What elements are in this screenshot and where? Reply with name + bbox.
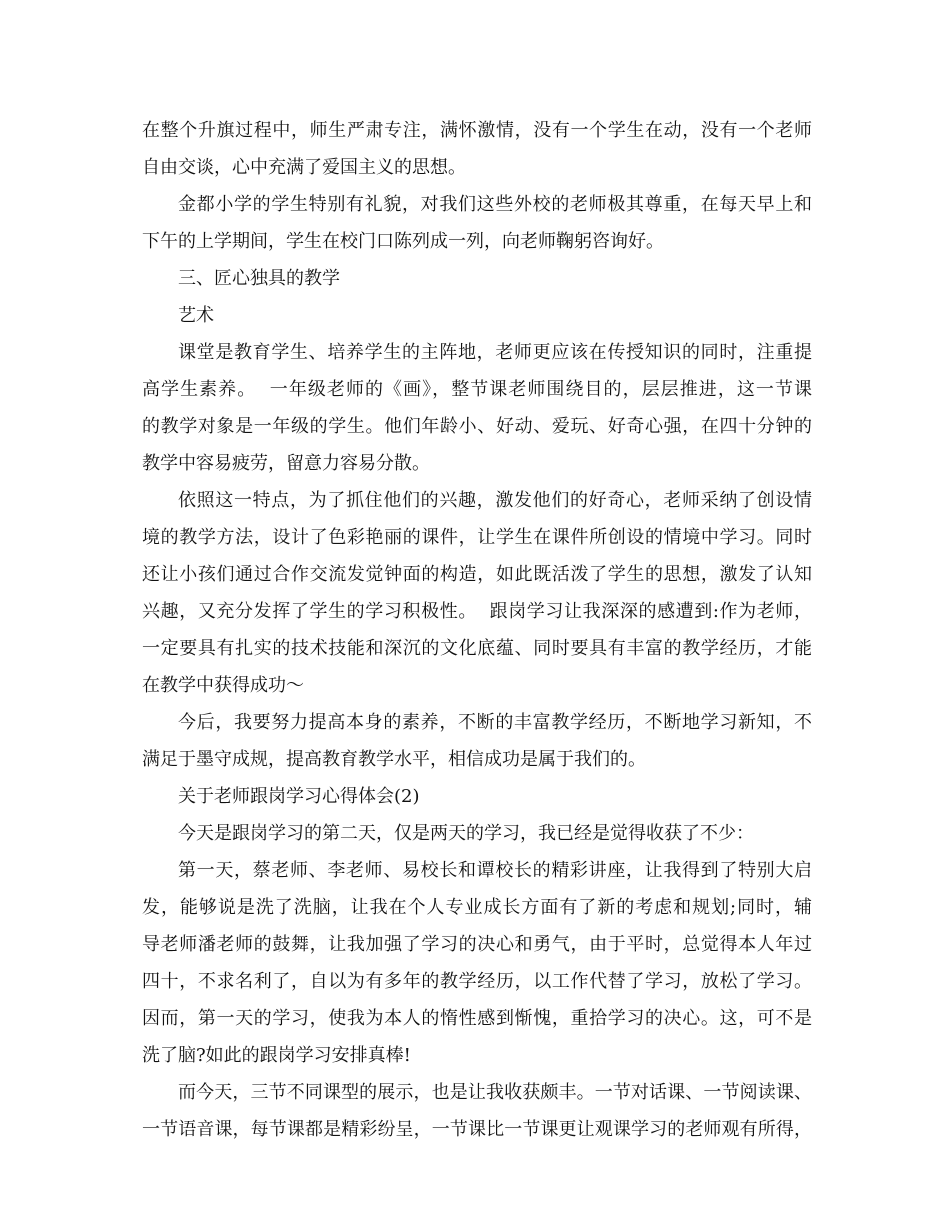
- paragraph-first-line: 第一天，蔡老师、李老师、易校长和谭校长的精彩讲座，让我得到了特别大启: [178, 860, 812, 881]
- text-line: 发，能够说是洗了洗脑，让我在个人专业成长方面有了新的考虑和规划;同时，辅: [142, 897, 812, 918]
- paragraph-first-line: 依照这一特点，为了抓住他们的兴趣，激发他们的好奇心，老师采纳了创设情: [178, 490, 812, 511]
- text-line: 因而，第一天的学习，使我为本人的惰性感到惭愧，重拾学习的决心。这，可不是: [142, 1008, 812, 1029]
- text-line: 的教学对象是一年级的学生。他们年龄小、好动、爱玩、好奇心强，在四十分钟的: [142, 416, 812, 437]
- paragraph-first-line: 而今天，三节不同课型的展示，也是让我收获颇丰。一节对话课、一节阅读课、: [178, 1082, 812, 1103]
- paragraph-first-line: 今天是跟岗学习的第二天，仅是两天的学习，我已经是觉得收获了不少：: [178, 823, 754, 844]
- text-line: 还让小孩们通过合作交流发觉钟面的构造，如此既活泼了学生的思想，激发了认知: [142, 564, 812, 585]
- document-body: [142, 112, 812, 1148]
- section-heading: 三、匠心独具的教学: [178, 268, 340, 289]
- paragraph-first-line: 课堂是教育学生、培养学生的主阵地，老师更应该在传授知识的同时，注重提: [178, 342, 812, 363]
- text-line: 高学生素养。 一年级老师的《画》，整节课老师围绕目的，层层推进，这一节课: [142, 379, 812, 400]
- article-title: 关于老师跟岗学习心得体会(2): [178, 786, 420, 807]
- text-line: 自由交谈，心中充满了爱国主义的思想。: [142, 157, 466, 178]
- text-line: 满足于墨守成规，提高教育教学水平，相信成功是属于我们的。: [142, 749, 646, 770]
- text-line: 在教学中获得成功～: [142, 675, 304, 696]
- text-line: 一定要具有扎实的技术技能和深沉的文化底蕴、同时要具有丰富的教学经历，才能: [142, 638, 812, 659]
- paragraph-first-line: 今后，我要努力提高本身的素养，不断的丰富教学经历，不断地学习新知，不: [178, 712, 812, 733]
- text-line: 一节语音课，每节课都是精彩纷呈，一节课比一节课更让观课学习的老师观有所得，: [142, 1119, 812, 1140]
- text-line: 洗了脑?如此的跟岗学习安排真棒!: [142, 1045, 411, 1066]
- subsection-heading: 艺术: [178, 305, 214, 326]
- paragraph-first-line: 金都小学的学生特别有礼貌，对我们这些外校的老师极其尊重，在每天早上和: [178, 194, 812, 215]
- text-line: 四十，不求名利了，自以为有多年的教学经历，以工作代替了学习，放松了学习。: [142, 971, 812, 992]
- text-line: 下午的上学期间，学生在校门口陈列成一列，向老师鞠躬咨询好。: [142, 231, 664, 252]
- text-line: 导老师潘老师的鼓舞，让我加强了学习的决心和勇气，由于平时，总觉得本人年过: [142, 934, 812, 955]
- text-line: 兴趣，又充分发挥了学生的学习积极性。 跟岗学习让我深深的感遭到:作为老师，: [142, 601, 812, 622]
- text-line: 教学中容易疲劳，留意力容易分散。: [142, 453, 430, 474]
- text-line: 在整个升旗过程中，师生严肃专注，满怀激情，没有一个学生在动，没有一个老师: [142, 120, 812, 141]
- text-line: 境的教学方法，设计了色彩艳丽的课件，让学生在课件所创设的情境中学习。同时: [142, 527, 812, 548]
